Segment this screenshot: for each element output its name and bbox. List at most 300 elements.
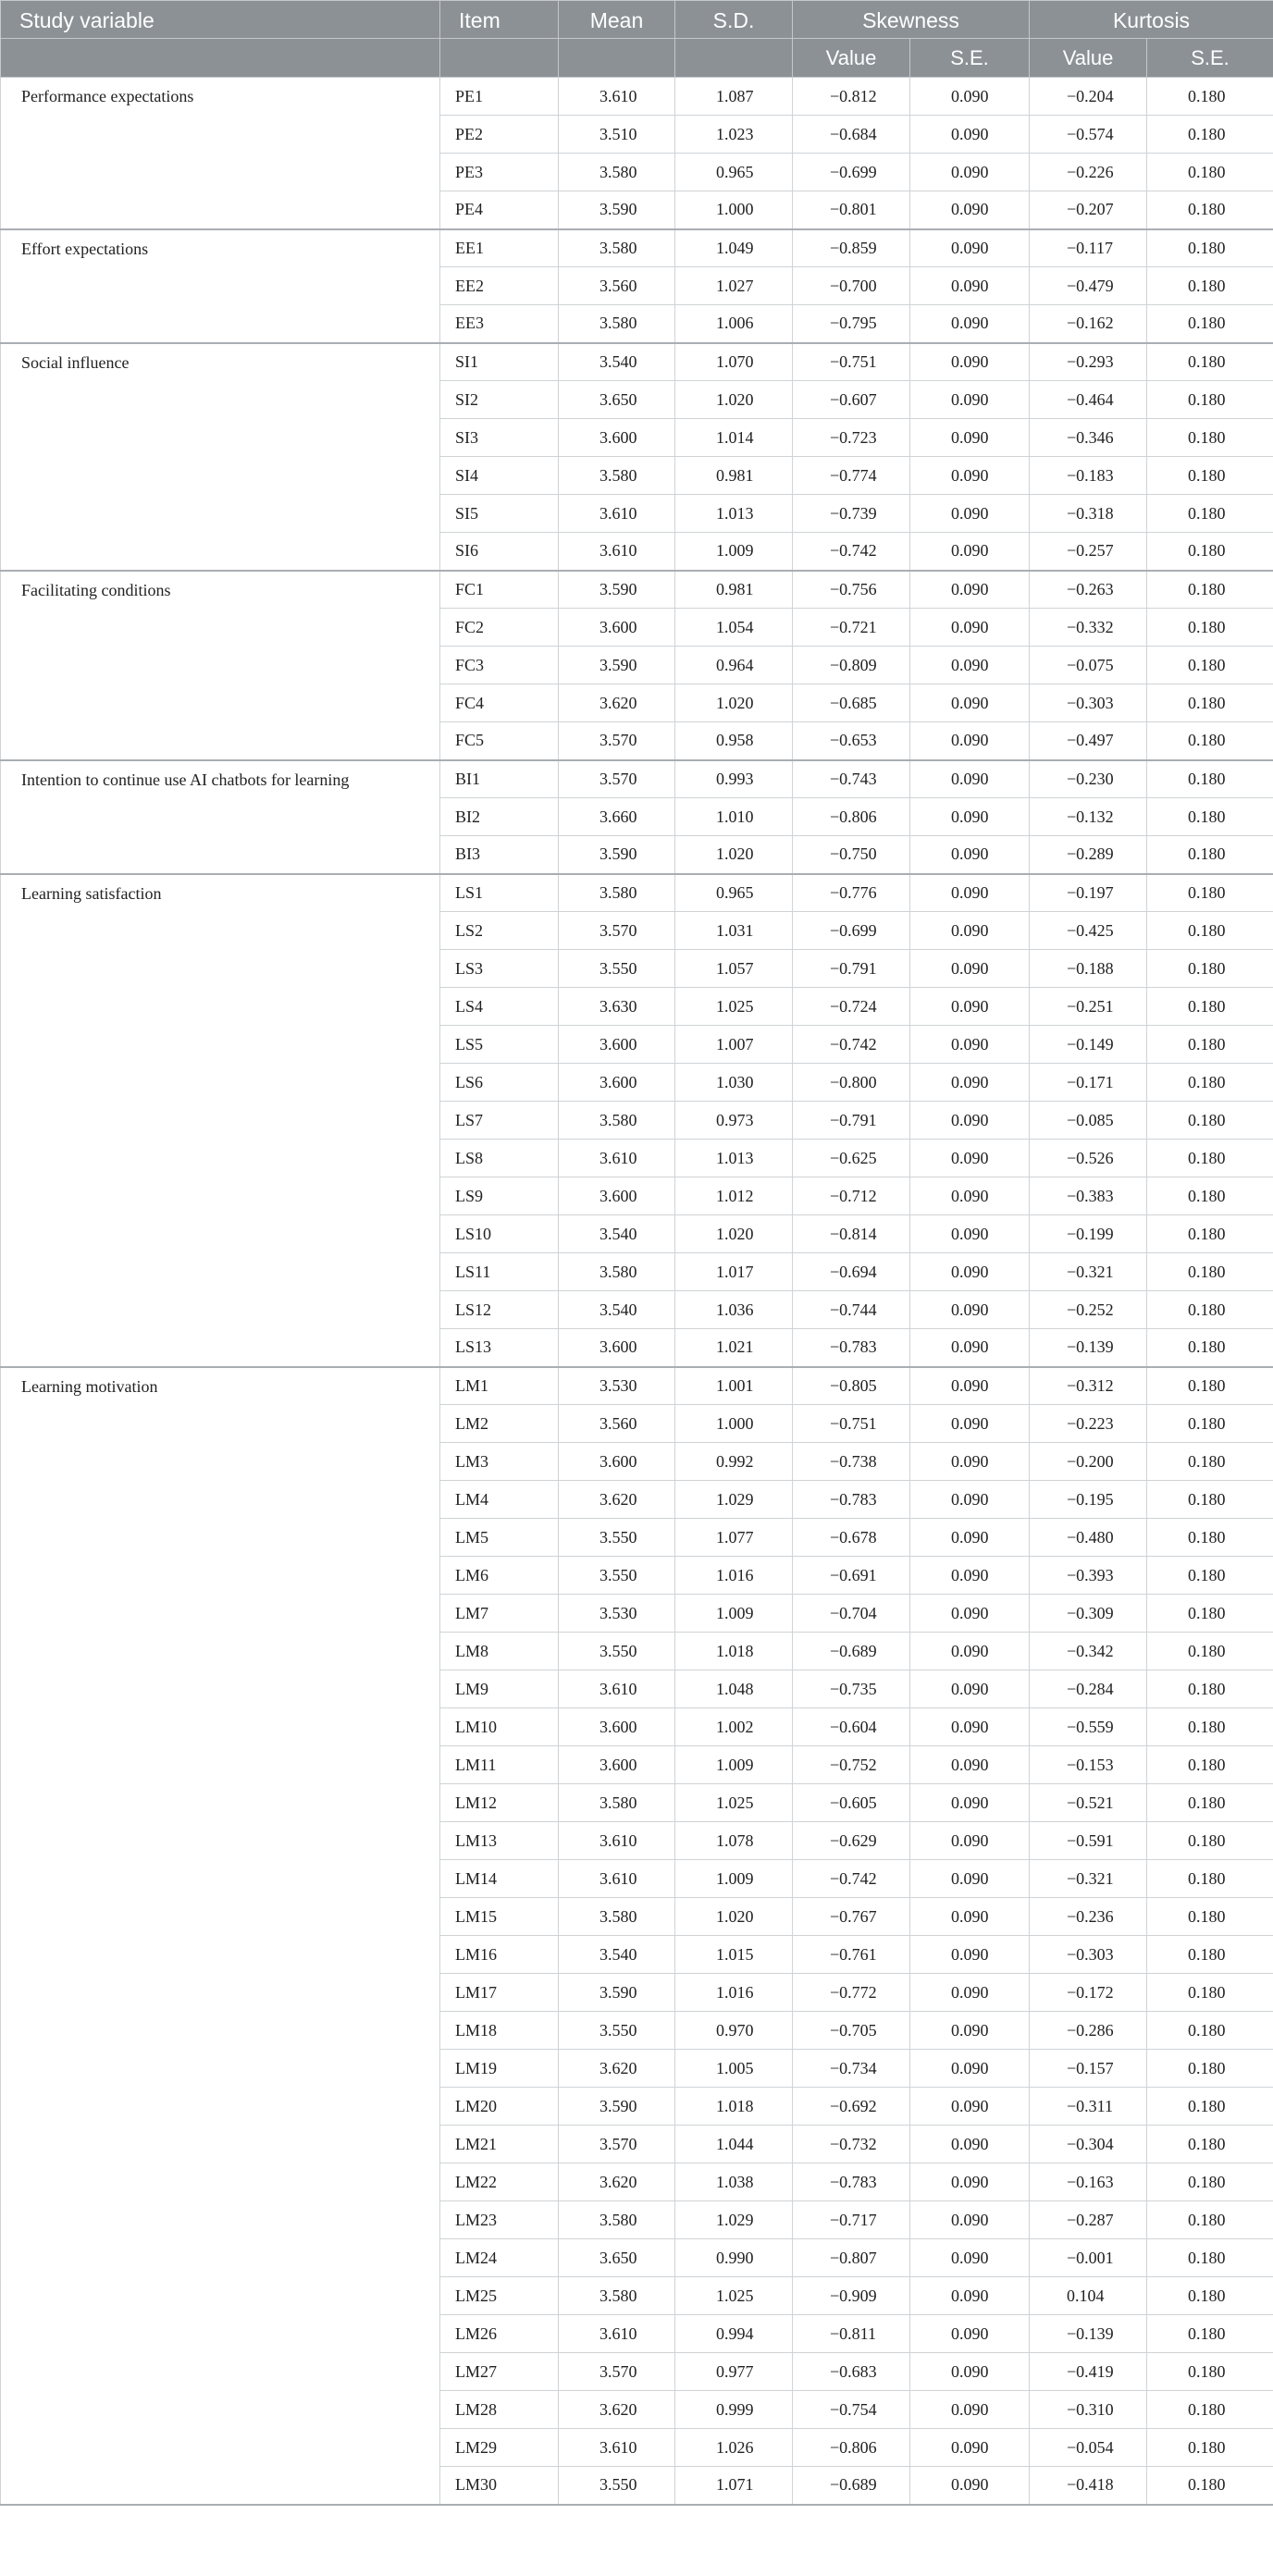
sd-cell: 1.013 — [675, 1140, 793, 1177]
sd-cell: 1.009 — [675, 1746, 793, 1784]
skewness-se-cell: 0.090 — [910, 1822, 1030, 1860]
item-cell: PE3 — [440, 154, 559, 191]
item-cell: LM11 — [440, 1746, 559, 1784]
study-variable-cell: Facilitating conditions — [1, 571, 440, 760]
kurtosis-se-cell: 0.180 — [1147, 154, 1273, 191]
sd-cell: 1.018 — [675, 2088, 793, 2126]
item-cell: LM22 — [440, 2163, 559, 2201]
skewness-value-cell: −0.814 — [793, 1215, 910, 1253]
kurtosis-se-cell: 0.180 — [1147, 1822, 1273, 1860]
item-cell: LM10 — [440, 1708, 559, 1746]
skewness-value-cell: −0.744 — [793, 1291, 910, 1329]
header-study-variable: Study variable — [1, 1, 440, 39]
header-item: Item — [440, 1, 559, 39]
sd-cell: 1.025 — [675, 1784, 793, 1822]
skewness-se-cell: 0.090 — [910, 1670, 1030, 1708]
kurtosis-value-cell: 0.104 — [1030, 2277, 1147, 2315]
mean-cell: 3.540 — [559, 1215, 675, 1253]
sd-cell: 1.029 — [675, 2201, 793, 2239]
sd-cell: 0.965 — [675, 154, 793, 191]
sd-cell: 1.020 — [675, 1215, 793, 1253]
skewness-se-cell: 0.090 — [910, 684, 1030, 722]
sd-cell: 0.970 — [675, 2012, 793, 2050]
skewness-value-cell: −0.689 — [793, 1633, 910, 1670]
skewness-se-cell: 0.090 — [910, 760, 1030, 798]
skewness-value-cell: −0.783 — [793, 1329, 910, 1367]
skewness-se-cell: 0.090 — [910, 2163, 1030, 2201]
kurtosis-se-cell: 0.180 — [1147, 2467, 1273, 2505]
header-blank — [559, 39, 675, 78]
skewness-se-cell: 0.090 — [910, 1708, 1030, 1746]
mean-cell: 3.580 — [559, 457, 675, 495]
item-cell: LM19 — [440, 2050, 559, 2088]
kurtosis-value-cell: −0.418 — [1030, 2467, 1147, 2505]
sd-cell: 1.023 — [675, 116, 793, 154]
item-cell: LM26 — [440, 2315, 559, 2353]
table-row — [1, 343, 1273, 381]
skewness-se-cell: 0.090 — [910, 1936, 1030, 1974]
kurtosis-se-cell: 0.180 — [1147, 457, 1273, 495]
mean-cell: 3.590 — [559, 1974, 675, 2012]
skewness-value-cell: −0.742 — [793, 1026, 910, 1064]
item-cell: SI4 — [440, 457, 559, 495]
skewness-se-cell: 0.090 — [910, 1291, 1030, 1329]
skewness-se-cell: 0.090 — [910, 1898, 1030, 1936]
mean-cell: 3.550 — [559, 2012, 675, 2050]
skewness-value-cell: −0.767 — [793, 1898, 910, 1936]
item-cell: LM9 — [440, 1670, 559, 1708]
sd-cell: 0.965 — [675, 874, 793, 912]
skewness-value-cell: −0.607 — [793, 381, 910, 419]
sd-cell: 0.977 — [675, 2353, 793, 2391]
kurtosis-se-cell: 0.180 — [1147, 191, 1273, 229]
kurtosis-value-cell: −0.383 — [1030, 1177, 1147, 1215]
mean-cell: 3.610 — [559, 1822, 675, 1860]
header-blank — [1, 39, 440, 78]
skewness-value-cell: −0.604 — [793, 1708, 910, 1746]
item-cell: LS2 — [440, 912, 559, 950]
kurtosis-value-cell: −0.257 — [1030, 533, 1147, 571]
kurtosis-value-cell: −0.311 — [1030, 2088, 1147, 2126]
skewness-se-cell: 0.090 — [910, 798, 1030, 836]
sd-cell: 1.021 — [675, 1329, 793, 1367]
sd-cell: 1.016 — [675, 1974, 793, 2012]
item-cell: FC3 — [440, 647, 559, 684]
kurtosis-value-cell: −0.251 — [1030, 988, 1147, 1026]
skewness-value-cell: −0.783 — [793, 1481, 910, 1519]
study-variable-cell: Intention to continue use AI chatbots for learning — [1, 760, 440, 874]
header-sd: S.D. — [675, 1, 793, 39]
kurtosis-se-cell: 0.180 — [1147, 760, 1273, 798]
skewness-se-cell: 0.090 — [910, 1140, 1030, 1177]
skewness-se-cell: 0.090 — [910, 343, 1030, 381]
header-skewness: Skewness — [793, 1, 1030, 39]
skewness-value-cell: −0.721 — [793, 609, 910, 647]
skewness-se-cell: 0.090 — [910, 229, 1030, 267]
sd-cell: 1.015 — [675, 1936, 793, 1974]
skewness-value-cell: −0.735 — [793, 1670, 910, 1708]
kurtosis-value-cell: −0.054 — [1030, 2429, 1147, 2467]
kurtosis-value-cell: −0.085 — [1030, 1102, 1147, 1140]
skewness-se-cell: 0.090 — [910, 495, 1030, 533]
kurtosis-value-cell: −0.252 — [1030, 1291, 1147, 1329]
mean-cell: 3.580 — [559, 2201, 675, 2239]
kurtosis-value-cell: −0.526 — [1030, 1140, 1147, 1177]
skewness-value-cell: −0.812 — [793, 78, 910, 116]
skewness-value-cell: −0.750 — [793, 836, 910, 874]
skewness-se-cell: 0.090 — [910, 191, 1030, 229]
sd-cell: 0.999 — [675, 2391, 793, 2429]
item-cell: FC1 — [440, 571, 559, 609]
mean-cell: 3.580 — [559, 1784, 675, 1822]
skewness-se-cell: 0.090 — [910, 647, 1030, 684]
skewness-value-cell: −0.685 — [793, 684, 910, 722]
skewness-value-cell: −0.691 — [793, 1557, 910, 1595]
sd-cell: 1.077 — [675, 1519, 793, 1557]
skewness-value-cell: −0.692 — [793, 2088, 910, 2126]
kurtosis-se-cell: 0.180 — [1147, 2239, 1273, 2277]
skewness-value-cell: −0.811 — [793, 2315, 910, 2353]
kurtosis-se-cell: 0.180 — [1147, 2201, 1273, 2239]
item-cell: LM14 — [440, 1860, 559, 1898]
mean-cell: 3.580 — [559, 229, 675, 267]
item-cell: PE1 — [440, 78, 559, 116]
skewness-se-cell: 0.090 — [910, 2012, 1030, 2050]
kurtosis-value-cell: −0.309 — [1030, 1595, 1147, 1633]
skewness-value-cell: −0.742 — [793, 1860, 910, 1898]
kurtosis-value-cell: −0.286 — [1030, 2012, 1147, 2050]
skewness-value-cell: −0.806 — [793, 798, 910, 836]
kurtosis-se-cell: 0.180 — [1147, 988, 1273, 1026]
kurtosis-value-cell: −0.346 — [1030, 419, 1147, 457]
mean-cell: 3.600 — [559, 419, 675, 457]
skewness-value-cell: −0.772 — [793, 1974, 910, 2012]
header-kurtosis: Kurtosis — [1030, 1, 1273, 39]
mean-cell: 3.550 — [559, 2467, 675, 2505]
skewness-value-cell: −0.704 — [793, 1595, 910, 1633]
kurtosis-se-cell: 0.180 — [1147, 1746, 1273, 1784]
header-blank — [440, 39, 559, 78]
skewness-value-cell: −0.776 — [793, 874, 910, 912]
kurtosis-se-cell: 0.180 — [1147, 1784, 1273, 1822]
skewness-value-cell: −0.724 — [793, 988, 910, 1026]
item-cell: EE1 — [440, 229, 559, 267]
kurtosis-value-cell: −0.479 — [1030, 267, 1147, 305]
sd-cell: 1.001 — [675, 1367, 793, 1405]
kurtosis-se-cell: 0.180 — [1147, 1102, 1273, 1140]
kurtosis-value-cell: −0.075 — [1030, 647, 1147, 684]
sd-cell: 1.020 — [675, 381, 793, 419]
skewness-se-cell: 0.090 — [910, 1784, 1030, 1822]
kurtosis-se-cell: 0.180 — [1147, 609, 1273, 647]
skewness-value-cell: −0.805 — [793, 1367, 910, 1405]
item-cell: BI3 — [440, 836, 559, 874]
kurtosis-se-cell: 0.180 — [1147, 874, 1273, 912]
sd-cell: 1.025 — [675, 2277, 793, 2315]
mean-cell: 3.530 — [559, 1595, 675, 1633]
mean-cell: 3.610 — [559, 1140, 675, 1177]
kurtosis-se-cell: 0.180 — [1147, 1367, 1273, 1405]
sd-cell: 1.002 — [675, 1708, 793, 1746]
sd-cell: 1.010 — [675, 798, 793, 836]
mean-cell: 3.600 — [559, 1746, 675, 1784]
kurtosis-se-cell: 0.180 — [1147, 1329, 1273, 1367]
header-skewness-se: S.E. — [910, 39, 1030, 78]
kurtosis-value-cell: −0.199 — [1030, 1215, 1147, 1253]
sd-cell: 1.006 — [675, 305, 793, 343]
table-header — [1, 1, 1273, 78]
mean-cell: 3.630 — [559, 988, 675, 1026]
sd-cell: 1.044 — [675, 2126, 793, 2163]
item-cell: LS6 — [440, 1064, 559, 1102]
sd-cell: 1.030 — [675, 1064, 793, 1102]
item-cell: LM21 — [440, 2126, 559, 2163]
sd-cell: 1.029 — [675, 1481, 793, 1519]
item-cell: LM2 — [440, 1405, 559, 1443]
item-cell: LM28 — [440, 2391, 559, 2429]
skewness-se-cell: 0.090 — [910, 2315, 1030, 2353]
kurtosis-se-cell: 0.180 — [1147, 381, 1273, 419]
kurtosis-se-cell: 0.180 — [1147, 2088, 1273, 2126]
sd-cell: 1.007 — [675, 1026, 793, 1064]
kurtosis-se-cell: 0.180 — [1147, 2050, 1273, 2088]
skewness-se-cell: 0.090 — [910, 2201, 1030, 2239]
item-cell: LS3 — [440, 950, 559, 988]
table-row — [1, 571, 1273, 609]
sd-cell: 1.048 — [675, 1670, 793, 1708]
kurtosis-value-cell: −0.153 — [1030, 1746, 1147, 1784]
mean-cell: 3.610 — [559, 2429, 675, 2467]
mean-cell: 3.600 — [559, 1443, 675, 1481]
kurtosis-se-cell: 0.180 — [1147, 1708, 1273, 1746]
skewness-se-cell: 0.090 — [910, 2467, 1030, 2505]
item-cell: LS9 — [440, 1177, 559, 1215]
item-cell: LM16 — [440, 1936, 559, 1974]
mean-cell: 3.550 — [559, 1557, 675, 1595]
sd-cell: 1.014 — [675, 419, 793, 457]
skewness-se-cell: 0.090 — [910, 1026, 1030, 1064]
item-cell: SI3 — [440, 419, 559, 457]
sd-cell: 0.990 — [675, 2239, 793, 2277]
kurtosis-value-cell: −0.521 — [1030, 1784, 1147, 1822]
kurtosis-se-cell: 0.180 — [1147, 2353, 1273, 2391]
item-cell: LM1 — [440, 1367, 559, 1405]
mean-cell: 3.560 — [559, 1405, 675, 1443]
kurtosis-se-cell: 0.180 — [1147, 1519, 1273, 1557]
sd-cell: 0.981 — [675, 571, 793, 609]
kurtosis-value-cell: −0.284 — [1030, 1670, 1147, 1708]
skewness-value-cell: −0.783 — [793, 2163, 910, 2201]
skewness-value-cell: −0.699 — [793, 154, 910, 191]
mean-cell: 3.510 — [559, 116, 675, 154]
kurtosis-value-cell: −0.312 — [1030, 1367, 1147, 1405]
item-cell: LS8 — [440, 1140, 559, 1177]
item-cell: LM24 — [440, 2239, 559, 2277]
skewness-value-cell: −0.678 — [793, 1519, 910, 1557]
kurtosis-se-cell: 0.180 — [1147, 912, 1273, 950]
item-cell: LM3 — [440, 1443, 559, 1481]
sd-cell: 1.025 — [675, 988, 793, 1026]
skewness-value-cell: −0.795 — [793, 305, 910, 343]
kurtosis-value-cell: −0.163 — [1030, 2163, 1147, 2201]
skewness-value-cell: −0.752 — [793, 1746, 910, 1784]
kurtosis-value-cell: −0.393 — [1030, 1557, 1147, 1595]
sd-cell: 1.005 — [675, 2050, 793, 2088]
mean-cell: 3.580 — [559, 2277, 675, 2315]
skewness-value-cell: −0.705 — [793, 2012, 910, 2050]
item-cell: PE2 — [440, 116, 559, 154]
kurtosis-value-cell: −0.200 — [1030, 1443, 1147, 1481]
skewness-se-cell: 0.090 — [910, 1329, 1030, 1367]
mean-cell: 3.570 — [559, 722, 675, 760]
item-cell: LM13 — [440, 1822, 559, 1860]
skewness-value-cell: −0.629 — [793, 1822, 910, 1860]
skewness-value-cell: −0.859 — [793, 229, 910, 267]
skewness-se-cell: 0.090 — [910, 533, 1030, 571]
kurtosis-value-cell: −0.318 — [1030, 495, 1147, 533]
item-cell: LM23 — [440, 2201, 559, 2239]
kurtosis-se-cell: 0.180 — [1147, 1291, 1273, 1329]
sd-cell: 1.020 — [675, 836, 793, 874]
item-cell: LS5 — [440, 1026, 559, 1064]
item-cell: LM20 — [440, 2088, 559, 2126]
kurtosis-value-cell: −0.574 — [1030, 116, 1147, 154]
skewness-se-cell: 0.090 — [910, 1595, 1030, 1633]
skewness-se-cell: 0.090 — [910, 2391, 1030, 2429]
item-cell: PE4 — [440, 191, 559, 229]
mean-cell: 3.620 — [559, 2391, 675, 2429]
skewness-value-cell: −0.605 — [793, 1784, 910, 1822]
kurtosis-se-cell: 0.180 — [1147, 1633, 1273, 1670]
kurtosis-value-cell: −0.303 — [1030, 684, 1147, 722]
mean-cell: 3.580 — [559, 874, 675, 912]
table-row — [1, 229, 1273, 267]
skewness-value-cell: −0.694 — [793, 1253, 910, 1291]
kurtosis-value-cell: −0.497 — [1030, 722, 1147, 760]
item-cell: LM5 — [440, 1519, 559, 1557]
kurtosis-se-cell: 0.180 — [1147, 1595, 1273, 1633]
mean-cell: 3.620 — [559, 1481, 675, 1519]
mean-cell: 3.580 — [559, 1898, 675, 1936]
study-variable-cell: Effort expectations — [1, 229, 440, 343]
skewness-value-cell: −0.800 — [793, 1064, 910, 1102]
skewness-se-cell: 0.090 — [910, 1177, 1030, 1215]
kurtosis-se-cell: 0.180 — [1147, 1898, 1273, 1936]
item-cell: LS4 — [440, 988, 559, 1026]
kurtosis-se-cell: 0.180 — [1147, 1253, 1273, 1291]
mean-cell: 3.600 — [559, 1177, 675, 1215]
sd-cell: 1.013 — [675, 495, 793, 533]
item-cell: LM27 — [440, 2353, 559, 2391]
skewness-value-cell: −0.625 — [793, 1140, 910, 1177]
skewness-se-cell: 0.090 — [910, 1367, 1030, 1405]
skewness-se-cell: 0.090 — [910, 1064, 1030, 1102]
kurtosis-value-cell: −0.162 — [1030, 305, 1147, 343]
sd-cell: 1.078 — [675, 1822, 793, 1860]
sd-cell: 0.958 — [675, 722, 793, 760]
item-cell: EE3 — [440, 305, 559, 343]
item-cell: FC4 — [440, 684, 559, 722]
skewness-value-cell: −0.807 — [793, 2239, 910, 2277]
mean-cell: 3.570 — [559, 760, 675, 798]
item-cell: LM6 — [440, 1557, 559, 1595]
skewness-se-cell: 0.090 — [910, 419, 1030, 457]
table-row — [1, 874, 1273, 912]
study-variable-cell: Learning satisfaction — [1, 874, 440, 1367]
kurtosis-value-cell: −0.230 — [1030, 760, 1147, 798]
sd-cell: 1.009 — [675, 533, 793, 571]
item-cell: LM15 — [440, 1898, 559, 1936]
mean-cell: 3.610 — [559, 1670, 675, 1708]
sd-cell: 1.027 — [675, 267, 793, 305]
mean-cell: 3.570 — [559, 912, 675, 950]
kurtosis-value-cell: −0.223 — [1030, 1405, 1147, 1443]
kurtosis-se-cell: 0.180 — [1147, 1481, 1273, 1519]
kurtosis-value-cell: −0.559 — [1030, 1708, 1147, 1746]
skewness-se-cell: 0.090 — [910, 2088, 1030, 2126]
skewness-se-cell: 0.090 — [910, 1481, 1030, 1519]
mean-cell: 3.590 — [559, 647, 675, 684]
sd-cell: 1.087 — [675, 78, 793, 116]
mean-cell: 3.590 — [559, 571, 675, 609]
kurtosis-se-cell: 0.180 — [1147, 1974, 1273, 2012]
kurtosis-se-cell: 0.180 — [1147, 419, 1273, 457]
kurtosis-value-cell: −0.342 — [1030, 1633, 1147, 1670]
mean-cell: 3.580 — [559, 154, 675, 191]
skewness-se-cell: 0.090 — [910, 2239, 1030, 2277]
sd-cell: 0.973 — [675, 1102, 793, 1140]
header-mean: Mean — [559, 1, 675, 39]
item-cell: SI1 — [440, 343, 559, 381]
sd-cell: 1.012 — [675, 1177, 793, 1215]
kurtosis-se-cell: 0.180 — [1147, 722, 1273, 760]
skewness-se-cell: 0.090 — [910, 874, 1030, 912]
skewness-se-cell: 0.090 — [910, 116, 1030, 154]
mean-cell: 3.550 — [559, 950, 675, 988]
header-kurtosis-se: S.E. — [1147, 39, 1273, 78]
kurtosis-se-cell: 0.180 — [1147, 798, 1273, 836]
skewness-se-cell: 0.090 — [910, 1519, 1030, 1557]
kurtosis-value-cell: −0.293 — [1030, 343, 1147, 381]
skewness-value-cell: −0.723 — [793, 419, 910, 457]
sd-cell: 0.993 — [675, 760, 793, 798]
mean-cell: 3.540 — [559, 343, 675, 381]
mean-cell: 3.600 — [559, 1708, 675, 1746]
kurtosis-se-cell: 0.180 — [1147, 2277, 1273, 2315]
sd-cell: 1.071 — [675, 2467, 793, 2505]
skewness-se-cell: 0.090 — [910, 154, 1030, 191]
mean-cell: 3.580 — [559, 1253, 675, 1291]
sd-cell: 1.016 — [675, 1557, 793, 1595]
skewness-se-cell: 0.090 — [910, 950, 1030, 988]
skewness-se-cell: 0.090 — [910, 1102, 1030, 1140]
skewness-se-cell: 0.090 — [910, 912, 1030, 950]
skewness-value-cell: −0.684 — [793, 116, 910, 154]
header-blank — [675, 39, 793, 78]
skewness-se-cell: 0.090 — [910, 305, 1030, 343]
table-row — [1, 1367, 1273, 1405]
mean-cell: 3.590 — [559, 2088, 675, 2126]
mean-cell: 3.620 — [559, 684, 675, 722]
kurtosis-value-cell: −0.321 — [1030, 1253, 1147, 1291]
skewness-se-cell: 0.090 — [910, 1860, 1030, 1898]
kurtosis-se-cell: 0.180 — [1147, 343, 1273, 381]
skewness-value-cell: −0.739 — [793, 495, 910, 533]
skewness-se-cell: 0.090 — [910, 1746, 1030, 1784]
sd-cell: 0.964 — [675, 647, 793, 684]
skewness-se-cell: 0.090 — [910, 2050, 1030, 2088]
kurtosis-se-cell: 0.180 — [1147, 2315, 1273, 2353]
